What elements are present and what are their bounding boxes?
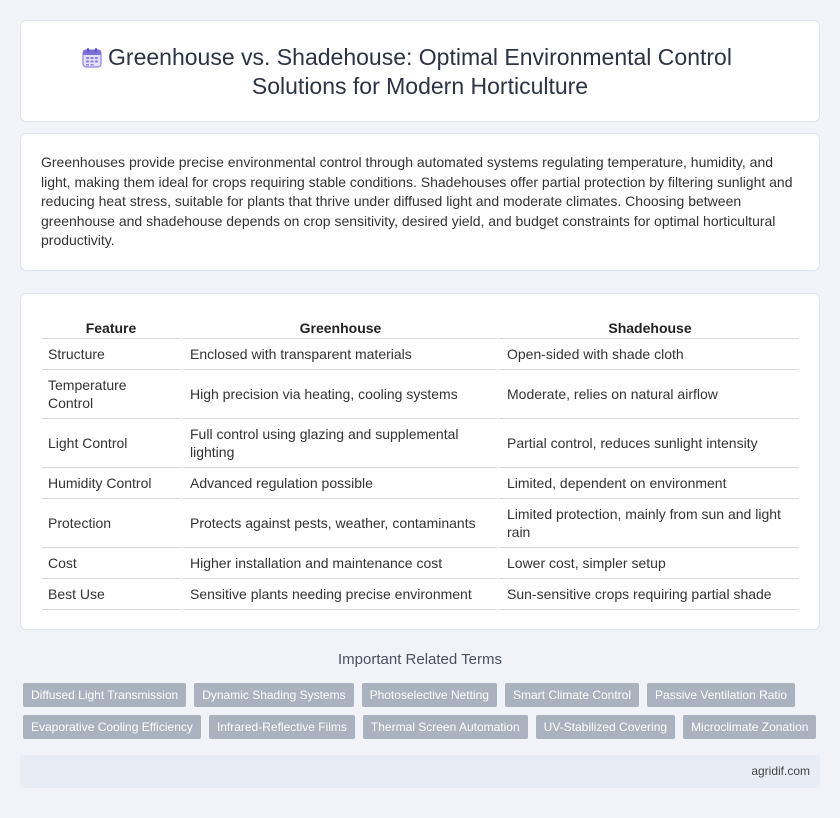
- related-terms-list: [23, 683, 823, 747]
- related-term-tag[interactable]: Infrared-Reflective Films: [209, 715, 355, 739]
- related-term-tag[interactable]: Passive Ventilation Ratio: [647, 683, 795, 707]
- cell-greenhouse: Full control using glazing and supplemental lighting: [180, 419, 497, 468]
- column-header-feature: Feature: [42, 316, 180, 339]
- related-term-tag[interactable]: Thermal Screen Automation: [363, 715, 528, 739]
- related-term-tag[interactable]: Photoselective Netting: [362, 683, 497, 707]
- cell-feature: Light Control: [42, 419, 180, 468]
- cell-greenhouse: Advanced regulation possible: [180, 468, 497, 499]
- cell-shadehouse: Partial control, reduces sunlight intensity: [497, 419, 799, 468]
- cell-shadehouse: Limited, dependent on environment: [497, 468, 799, 499]
- table-row: [42, 499, 799, 548]
- related-term-tag[interactable]: Diffused Light Transmission: [23, 683, 186, 707]
- cell-feature: Best Use: [42, 579, 180, 610]
- cell-greenhouse: High precision via heating, cooling systems: [180, 370, 497, 419]
- page-title: Greenhouse vs. Shadehouse: Optimal Environmental Control Solutions for Modern Horticulture: [108, 44, 732, 99]
- cell-shadehouse: Limited protection, mainly from sun and light rain: [497, 499, 799, 548]
- table-row: [42, 468, 799, 499]
- related-term-tag[interactable]: UV-Stabilized Covering: [536, 715, 675, 739]
- tag-row: [23, 683, 823, 707]
- cell-feature: Cost: [42, 548, 180, 579]
- header-card: [20, 20, 820, 122]
- cell-greenhouse: Enclosed with transparent materials: [180, 339, 497, 370]
- related-term-tag[interactable]: Smart Climate Control: [505, 683, 639, 707]
- cell-feature: Temperature Control: [42, 370, 180, 419]
- table-row: [42, 548, 799, 579]
- comparison-table: [42, 316, 799, 610]
- cell-shadehouse: Sun-sensitive crops requiring partial shade: [497, 579, 799, 610]
- cell-feature: Protection: [42, 499, 180, 548]
- column-header-greenhouse: Greenhouse: [180, 316, 497, 339]
- footer: [20, 755, 820, 788]
- cell-feature: Structure: [42, 339, 180, 370]
- cell-shadehouse: Open-sided with shade cloth: [497, 339, 799, 370]
- cell-shadehouse: Moderate, relies on natural airflow: [497, 370, 799, 419]
- cell-shadehouse: Lower cost, simpler setup: [497, 548, 799, 579]
- column-header-shadehouse: Shadehouse: [497, 316, 799, 339]
- table-row: [42, 370, 799, 419]
- table-row: [42, 419, 799, 468]
- table-row: [42, 339, 799, 370]
- comparison-card: [20, 293, 820, 630]
- related-terms-heading: Important Related Terms: [338, 651, 502, 668]
- intro-paragraph: Greenhouses provide precise environmental control through automated systems regulating temperature, humidity, and light, making them ideal for crops requiring stable conditions. Shadehouses offer partial protection by filtering sunlight and reducing heat stress, suitable for plants that thrive under diffused light and moderate climates. Choosing between greenhouse and shadehouse depends on crop sensitivity, desired yield, and budget constraints for optimal horticultural productivity.: [41, 154, 793, 249]
- cell-feature: Humidity Control: [42, 468, 180, 499]
- cell-greenhouse: Sensitive plants needing precise environment: [180, 579, 497, 610]
- footer-site-link[interactable]: agridif.com: [751, 764, 810, 778]
- related-term-tag[interactable]: Evaporative Cooling Efficiency: [23, 715, 201, 739]
- related-term-tag[interactable]: Microclimate Zonation: [683, 715, 816, 739]
- related-term-tag[interactable]: Dynamic Shading Systems: [194, 683, 353, 707]
- cell-greenhouse: Protects against pests, weather, contaminants: [180, 499, 497, 548]
- cell-greenhouse: Higher installation and maintenance cost: [180, 548, 497, 579]
- table-row: [42, 579, 799, 610]
- table-header-row: [42, 316, 799, 339]
- intro-card: [20, 133, 820, 271]
- tag-row: [23, 715, 823, 739]
